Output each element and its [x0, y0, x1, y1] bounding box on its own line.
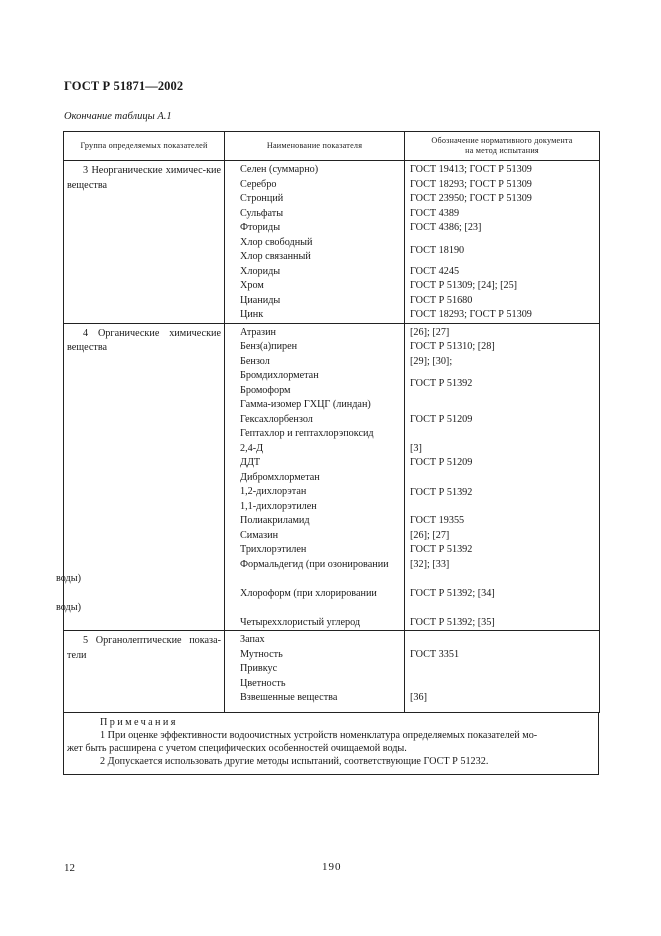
- group-label: 3 Неорганические химичес-кие вещества: [67, 165, 221, 191]
- names-cell: [225, 161, 405, 324]
- header-name: Наименование показателя: [225, 132, 405, 161]
- group-label: 4 Органические химические вещества: [67, 327, 221, 353]
- indicator-name: Взвешенные вещества: [240, 692, 338, 703]
- doc-ref: [26]; [27]: [410, 529, 450, 541]
- doc-ref: ГОСТ Р 51392; [35]: [410, 616, 495, 628]
- table-row: [64, 161, 600, 324]
- indicator-name: Атразин: [240, 326, 276, 338]
- doc-ref: [3]: [410, 442, 422, 454]
- note-1: 1 При оценке эффективности водоочистных устройств номенклатура определяемых показателей мо-: [100, 729, 538, 741]
- doc-ref: [405, 601, 599, 616]
- doc-ref: ГОСТ 3351: [410, 648, 460, 660]
- group-cell: [64, 323, 225, 631]
- indicator-name: Бензол: [240, 355, 270, 367]
- doc-ref: ГОСТ Р 51209: [410, 457, 473, 468]
- indicator-name: Цианиды: [240, 294, 281, 306]
- refs-cell: [405, 161, 600, 324]
- note-2: 2 Допускается использовать другие методы испытаний, соответствующие ГОСТ Р 51232.: [100, 755, 489, 767]
- names-cell: [225, 631, 405, 713]
- doc-ref: ГОСТ Р 51392; [34]: [410, 587, 495, 599]
- doc-ref: ГОСТ 19413; ГОСТ Р 51309: [410, 164, 532, 175]
- doc-ref: ГОСТ 23950; ГОСТ Р 51309: [410, 193, 532, 204]
- doc-ref: ГОСТ Р 51392: [410, 486, 473, 498]
- indicator-name: Хлор свободный: [240, 236, 313, 248]
- header-document-line1: Обозначение нормативного документа: [431, 136, 573, 145]
- indicator-name: Формальдегид (при озонировании: [240, 558, 389, 570]
- indicator-name: Полиакриламид: [240, 515, 310, 526]
- doc-ref: ГОСТ 18190: [410, 244, 465, 256]
- doc-ref: ГОСТ 4245: [410, 265, 460, 277]
- table-caption: Окончание таблицы А.1: [64, 111, 172, 122]
- doc-ref: ГОСТ Р 51309; [24]; [25]: [410, 280, 518, 291]
- indicator-name: Запах: [240, 634, 265, 645]
- page-number: 12: [64, 862, 75, 874]
- header-group: Группа определяемых показателей: [64, 132, 225, 161]
- table-row: [64, 631, 600, 713]
- group-label: 5 Органолептические показа-тели: [67, 635, 221, 661]
- doc-ref: [405, 633, 599, 648]
- table-header-row: [64, 132, 600, 161]
- note-1-continuation: жет быть расширена с учетом специфических особенностей очищаемой воды.: [67, 742, 407, 754]
- header-document: [405, 132, 600, 161]
- indicator-name: Трихлорэтилен: [240, 544, 307, 555]
- doc-ref: ГОСТ 18293; ГОСТ Р 51309: [410, 178, 532, 190]
- indicators-table: [56, 131, 600, 713]
- doc-ref: ГОСТ Р 51310; [28]: [410, 341, 495, 352]
- notes-box: [63, 712, 599, 775]
- doc-ref: ГОСТ Р 51680: [410, 294, 473, 306]
- group-cell: [64, 161, 225, 324]
- refs-cell: [405, 323, 600, 631]
- doc-ref: ГОСТ Р 51392: [410, 378, 473, 389]
- indicator-name: Хлор связанный: [240, 251, 311, 262]
- doc-ref: ГОСТ 4386; [23]: [410, 222, 482, 233]
- indicator-name: Хром: [240, 280, 264, 291]
- doc-ref: ГОСТ 4389: [410, 207, 460, 219]
- doc-ref: [29]; [30];: [410, 355, 453, 367]
- indicator-name: 2,4-Д: [240, 442, 264, 454]
- indicator-name: Бенз(а)пирен: [240, 341, 298, 352]
- doc-ref: [405, 500, 599, 515]
- refs-cell: [405, 631, 600, 713]
- indicator-name: Симазин: [240, 529, 279, 541]
- doc-ref: [405, 427, 599, 442]
- doc-ref: [405, 662, 599, 677]
- doc-ref: ГОСТ 18293; ГОСТ Р 51309: [410, 309, 532, 320]
- indicator-name: Цинк: [240, 309, 264, 320]
- indicator-name: Сульфаты: [240, 207, 284, 219]
- indicator-name: 1,2-дихлорэтан: [240, 486, 307, 497]
- doc-ref: ГОСТ Р 51392: [410, 544, 473, 555]
- indicator-name: Фториды: [240, 222, 281, 233]
- indicator-name: Гамма-изомер ГХЦГ (линдан): [240, 399, 371, 410]
- indicator-name: Гептахлор и гептахлорэпоксид: [240, 428, 374, 439]
- doc-ref: [26]; [27]: [410, 326, 450, 338]
- notes-title: Примечания: [100, 716, 178, 728]
- doc-ref: [36]: [410, 692, 427, 703]
- indicator-name: Четыреххлористый углерод: [240, 616, 361, 628]
- indicator-name: Гексахлорбензол: [240, 413, 313, 425]
- indicator-name-continuation: воды): [56, 602, 81, 613]
- indicator-name: Бромдихлорметан: [240, 370, 319, 381]
- doc-ref: ГОСТ Р 51209: [410, 413, 473, 425]
- indicator-name: Хлороформ (при хлорировании: [240, 587, 377, 599]
- doc-ref: [405, 677, 599, 692]
- indicator-name: 1,1-дихлорэтилен: [240, 500, 317, 512]
- doc-ref: [405, 572, 599, 587]
- indicator-name: Стронций: [240, 193, 284, 204]
- indicator-name: Селен (суммарно): [240, 164, 319, 175]
- doc-ref: ГОСТ 19355: [410, 515, 465, 526]
- document-title: ГОСТ Р 51871—2002: [64, 79, 184, 93]
- doc-ref: [32]; [33]: [410, 558, 450, 570]
- indicator-name: Цветность: [240, 677, 286, 689]
- indicator-name: Бромоформ: [240, 384, 291, 396]
- indicator-name: Мутность: [240, 648, 283, 660]
- indicator-name: Дибромхлорметан: [240, 471, 320, 483]
- group-cell: [64, 631, 225, 713]
- indicator-name: Серебро: [240, 178, 277, 190]
- indicator-name: Привкус: [240, 663, 278, 674]
- doc-ref: [405, 398, 599, 413]
- table-row: [64, 323, 600, 631]
- sheet-number: 190: [322, 861, 342, 873]
- indicator-name-continuation: воды): [56, 573, 81, 584]
- header-document-line2: на метод испытания: [465, 146, 539, 155]
- indicator-name: Хлориды: [240, 265, 281, 277]
- indicator-name: ДДТ: [240, 457, 261, 468]
